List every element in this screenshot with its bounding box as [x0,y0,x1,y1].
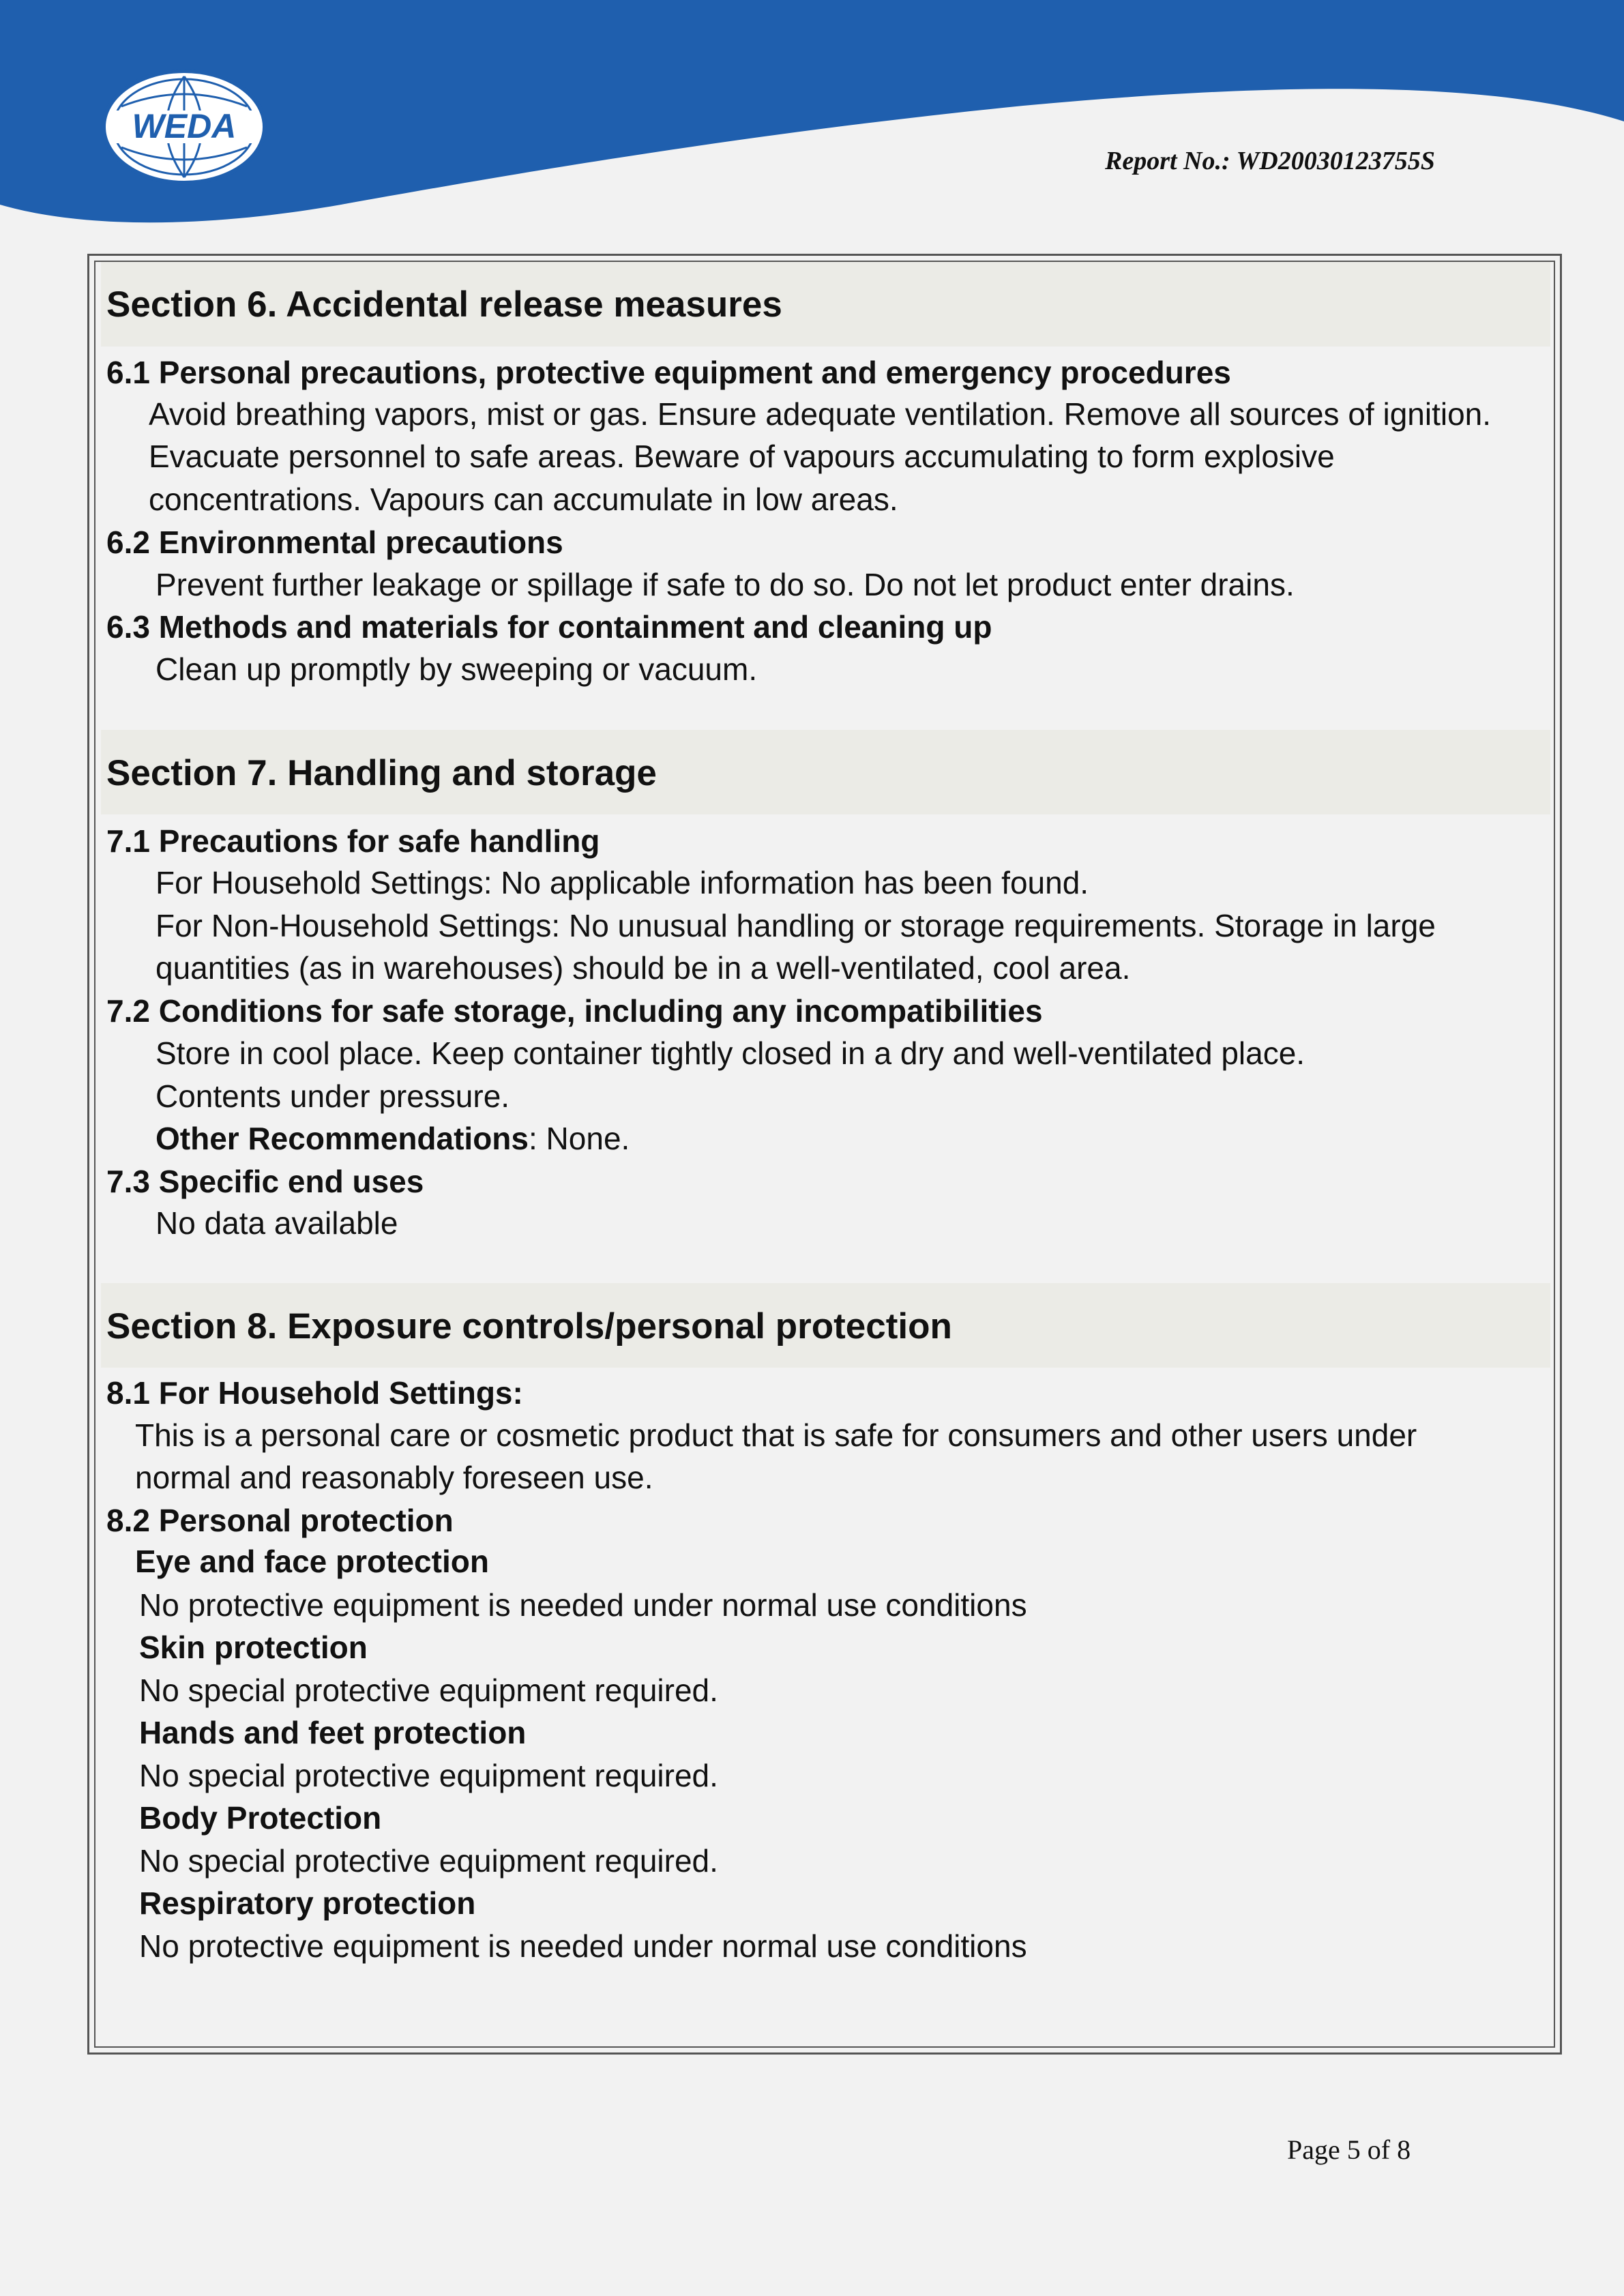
section6-title: Section 6. Accidental release measures [106,284,782,325]
eye-text: No protective equipment is needed under normal use conditions [139,1587,1027,1623]
s73-heading: 7.3 Specific end uses [106,1164,424,1199]
section8-title: Section 8. Exposure controls/personal protection [106,1306,952,1346]
hands-text: No special protective equipment required. [139,1758,718,1793]
s72-line-2: Contents under pressure. [156,1078,510,1114]
section7-title: Section 7. Handling and storage [106,753,657,793]
s72-line-1: Store in cool place. Keep container tightly closed in a dry and well-ventilated place. [156,1035,1305,1071]
s72-heading: 7.2 Conditions for safe storage, including any incompatibilities [106,993,1043,1029]
s63-heading: 6.3 Methods and materials for containment and cleaning up [106,609,992,645]
resp-text: No protective equipment is needed under normal use conditions [139,1928,1027,1964]
s81-line-1: This is a personal care or cosmetic product that is safe for consumers and other users under [135,1417,1417,1453]
skin-text: No special protective equipment required. [139,1673,718,1708]
s81-line-2: normal and reasonably foreseen use. [135,1460,653,1495]
s71-heading: 7.1 Precautions for safe handling [106,823,600,859]
page-number: Page 5 of 8 [1287,2134,1411,2165]
resp-heading: Respiratory protection [139,1885,476,1921]
report-number: Report No.: WD20030123755S [1105,147,1435,175]
s63-text: Clean up promptly by sweeping or vacuum. [156,651,758,687]
s71-line-3: quantities (as in warehouses) should be in a well-ventilated, cool area. [156,950,1131,986]
s62-heading: 6.2 Environmental precautions [106,525,563,560]
logo-text: WEDA [132,107,237,145]
s72-other-value: : None. [529,1121,630,1156]
s82-heading: 8.2 Personal protection [106,1503,454,1538]
s71-line-1: For Household Settings: No applicable information has been found. [156,865,1089,900]
body-heading: Body Protection [139,1800,382,1836]
s61-line-1: Avoid breathing vapors, mist or gas. Ensure adequate ventilation. Remove all sources of ignition. [149,396,1492,432]
s61-line-3: concentrations. Vapours can accumulate in low areas. [149,482,898,517]
s72-other [156,1123,630,1154]
hands-heading: Hands and feet protection [139,1715,527,1750]
s81-heading: 8.1 For Household Settings: [106,1375,523,1411]
s61-heading: 6.1 Personal precautions, protective equipment and emergency procedures [106,355,1231,390]
body-text: No special protective equipment required. [139,1843,718,1879]
s72-other-label: Other Recommendations [156,1121,529,1156]
weda-logo [101,68,267,186]
eye-heading: Eye and face protection [135,1544,489,1579]
s73-text: No data available [156,1205,398,1241]
s61-line-2: Evacuate personnel to safe areas. Beware of vapours accumulating to form explosive [149,439,1335,474]
s62-text: Prevent further leakage or spillage if safe to do so. Do not let product enter drains. [156,567,1295,602]
s71-line-2: For Non-Household Settings: No unusual handling or storage requirements. Storage in large [156,908,1436,943]
skin-heading: Skin protection [139,1630,368,1665]
